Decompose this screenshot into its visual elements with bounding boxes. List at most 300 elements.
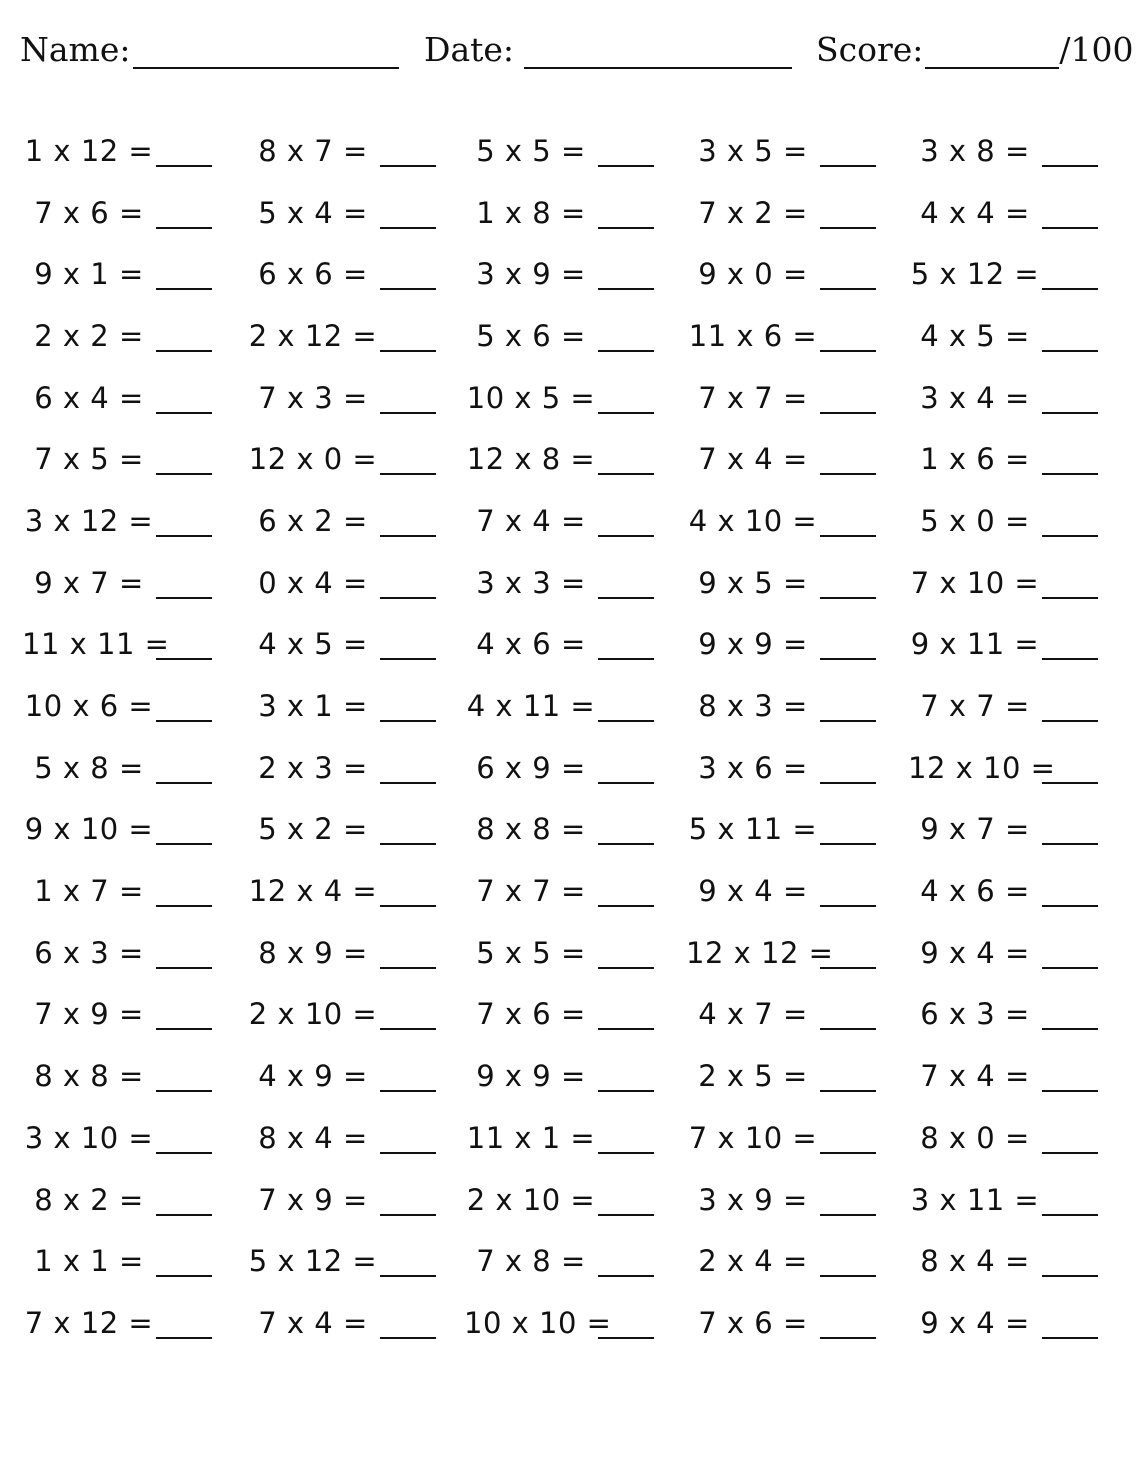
- answer-blank[interactable]: [156, 875, 212, 907]
- problem-equation: 7 x 9 =: [258, 1182, 368, 1217]
- answer-blank[interactable]: [156, 382, 212, 414]
- answer-blank[interactable]: [1042, 752, 1098, 784]
- answer-blank[interactable]: [380, 1184, 436, 1216]
- problem-item: [464, 922, 654, 984]
- answer-blank[interactable]: [380, 567, 436, 599]
- problem-item: [464, 428, 654, 490]
- answer-blank[interactable]: [156, 1184, 212, 1216]
- problem-item: [686, 490, 876, 552]
- problem-equation: 1 x 1 =: [34, 1244, 144, 1279]
- answer-blank[interactable]: [598, 998, 654, 1030]
- problem-equation: 2 x 10 =: [466, 1182, 596, 1217]
- answer-blank[interactable]: [820, 1245, 876, 1277]
- problem-item: [246, 614, 436, 676]
- answer-blank[interactable]: [820, 1184, 876, 1216]
- problem-item: [464, 305, 654, 367]
- score-label: Score:: [816, 30, 924, 69]
- problem-item: [908, 1292, 1098, 1354]
- answer-blank[interactable]: [380, 443, 436, 475]
- problem-item: [246, 428, 436, 490]
- answer-blank[interactable]: [156, 197, 212, 229]
- problem-equation: 9 x 7 =: [34, 565, 144, 600]
- answer-blank[interactable]: [598, 443, 654, 475]
- answer-blank[interactable]: [820, 937, 876, 969]
- answer-blank[interactable]: [380, 690, 436, 722]
- date-field: [424, 30, 792, 69]
- problem-item: [246, 737, 436, 799]
- problem-equation: 3 x 9 =: [698, 1182, 808, 1217]
- answer-blank[interactable]: [156, 813, 212, 845]
- answer-blank[interactable]: [156, 320, 212, 352]
- answer-blank[interactable]: [1042, 628, 1098, 660]
- problem-grid: [0, 120, 1140, 1360]
- problem-equation: 0 x 4 =: [258, 565, 368, 600]
- answer-blank[interactable]: [1042, 690, 1098, 722]
- answer-blank[interactable]: [156, 1122, 212, 1154]
- problem-equation: 8 x 8 =: [476, 812, 586, 847]
- problem-item: [908, 675, 1098, 737]
- answer-blank[interactable]: [820, 1060, 876, 1092]
- problem-equation: 7 x 6 =: [34, 195, 144, 230]
- problem-equation: 2 x 5 =: [698, 1059, 808, 1094]
- problem-item: [22, 305, 212, 367]
- problem-equation: 4 x 9 =: [258, 1059, 368, 1094]
- problem-equation: 5 x 12 =: [248, 1244, 378, 1279]
- answer-blank[interactable]: [380, 505, 436, 537]
- problem-item: [246, 860, 436, 922]
- problem-item: [22, 1169, 212, 1231]
- answer-blank[interactable]: [380, 1307, 436, 1339]
- problem-equation: 12 x 0 =: [248, 442, 378, 477]
- problem-equation: 5 x 5 =: [476, 133, 586, 168]
- problem-equation: 2 x 12 =: [248, 318, 378, 353]
- problem-item: [686, 614, 876, 676]
- answer-blank[interactable]: [598, 135, 654, 167]
- problem-item: [686, 367, 876, 429]
- problem-item: [908, 182, 1098, 244]
- problem-item: [22, 614, 212, 676]
- problem-item: [246, 490, 436, 552]
- answer-blank[interactable]: [380, 752, 436, 784]
- problem-item: [22, 1292, 212, 1354]
- problem-equation: 8 x 7 =: [258, 133, 368, 168]
- problem-equation: 8 x 4 =: [920, 1244, 1030, 1279]
- problem-equation: 4 x 5 =: [258, 627, 368, 662]
- problem-equation: 3 x 12 =: [24, 503, 154, 538]
- problem-equation: 8 x 0 =: [920, 1120, 1030, 1155]
- problem-item: [686, 305, 876, 367]
- problem-equation: 6 x 3 =: [920, 997, 1030, 1032]
- answer-blank[interactable]: [598, 258, 654, 290]
- answer-blank[interactable]: [156, 1060, 212, 1092]
- problem-item: [246, 1169, 436, 1231]
- answer-blank[interactable]: [380, 382, 436, 414]
- problem-item: [246, 552, 436, 614]
- answer-blank[interactable]: [820, 258, 876, 290]
- problem-equation: 7 x 7 =: [920, 689, 1030, 724]
- problem-equation: 6 x 6 =: [258, 257, 368, 292]
- problem-equation: 6 x 2 =: [258, 503, 368, 538]
- problem-item: [246, 1292, 436, 1354]
- answer-blank[interactable]: [820, 628, 876, 660]
- answer-blank[interactable]: [598, 1184, 654, 1216]
- problem-item: [464, 614, 654, 676]
- problem-item: [22, 367, 212, 429]
- problem-item: [22, 799, 212, 861]
- answer-blank[interactable]: [380, 197, 436, 229]
- problem-item: [246, 120, 436, 182]
- problem-equation: 5 x 4 =: [258, 195, 368, 230]
- date-input-line[interactable]: [524, 31, 792, 69]
- answer-blank[interactable]: [820, 382, 876, 414]
- problem-equation: 12 x 4 =: [248, 874, 378, 909]
- problem-item: [908, 860, 1098, 922]
- problem-equation: 7 x 4 =: [258, 1305, 368, 1340]
- problem-item: [464, 120, 654, 182]
- answer-blank[interactable]: [1042, 443, 1098, 475]
- problem-item: [686, 552, 876, 614]
- problem-column: [246, 120, 436, 1354]
- answer-blank[interactable]: [380, 135, 436, 167]
- problem-item: [908, 1169, 1098, 1231]
- problem-equation: 8 x 4 =: [258, 1120, 368, 1155]
- answer-blank[interactable]: [156, 937, 212, 969]
- problem-equation: 9 x 4 =: [698, 874, 808, 909]
- answer-blank[interactable]: [820, 813, 876, 845]
- answer-blank[interactable]: [820, 998, 876, 1030]
- answer-blank[interactable]: [820, 567, 876, 599]
- answer-blank[interactable]: [1042, 1184, 1098, 1216]
- problem-column: [22, 120, 212, 1354]
- answer-blank[interactable]: [380, 628, 436, 660]
- problem-item: [686, 799, 876, 861]
- answer-blank[interactable]: [598, 813, 654, 845]
- problem-equation: 8 x 2 =: [34, 1182, 144, 1217]
- problem-item: [464, 552, 654, 614]
- answer-blank[interactable]: [380, 998, 436, 1030]
- problem-item: [246, 1045, 436, 1107]
- problem-equation: 7 x 4 =: [698, 442, 808, 477]
- problem-item: [22, 1230, 212, 1292]
- problem-item: [22, 490, 212, 552]
- problem-equation: 7 x 5 =: [34, 442, 144, 477]
- problem-equation: 3 x 4 =: [920, 380, 1030, 415]
- problem-equation: 1 x 6 =: [920, 442, 1030, 477]
- problem-item: [686, 922, 876, 984]
- problem-item: [686, 1292, 876, 1354]
- problem-equation: 1 x 7 =: [34, 874, 144, 909]
- problem-item: [686, 1045, 876, 1107]
- problem-column: [464, 120, 654, 1354]
- answer-blank[interactable]: [380, 1122, 436, 1154]
- problem-equation: 10 x 10 =: [464, 1305, 612, 1340]
- problem-item: [464, 1107, 654, 1169]
- answer-blank[interactable]: [1042, 320, 1098, 352]
- problem-equation: 7 x 7 =: [476, 874, 586, 909]
- answer-blank[interactable]: [380, 813, 436, 845]
- problem-item: [246, 1107, 436, 1169]
- problem-item: [464, 182, 654, 244]
- answer-blank[interactable]: [820, 690, 876, 722]
- answer-blank[interactable]: [380, 1245, 436, 1277]
- problem-equation: 9 x 0 =: [698, 257, 808, 292]
- answer-blank[interactable]: [156, 628, 212, 660]
- problem-equation: 5 x 5 =: [476, 935, 586, 970]
- problem-item: [908, 922, 1098, 984]
- problem-item: [908, 120, 1098, 182]
- problem-item: [908, 1107, 1098, 1169]
- problem-item: [464, 737, 654, 799]
- problem-item: [908, 305, 1098, 367]
- problem-item: [22, 552, 212, 614]
- problem-item: [464, 1230, 654, 1292]
- problem-equation: 5 x 8 =: [34, 750, 144, 785]
- answer-blank[interactable]: [156, 135, 212, 167]
- problem-item: [22, 860, 212, 922]
- problem-equation: 6 x 4 =: [34, 380, 144, 415]
- problem-item: [246, 305, 436, 367]
- answer-blank[interactable]: [598, 690, 654, 722]
- problem-item: [908, 984, 1098, 1046]
- answer-blank[interactable]: [598, 752, 654, 784]
- problem-item: [908, 428, 1098, 490]
- problem-item: [908, 367, 1098, 429]
- problem-equation: 1 x 12 =: [24, 133, 154, 168]
- problem-equation: 9 x 1 =: [34, 257, 144, 292]
- problem-item: [22, 737, 212, 799]
- problem-item: [464, 1169, 654, 1231]
- problem-equation: 1 x 8 =: [476, 195, 586, 230]
- problem-equation: 3 x 5 =: [698, 133, 808, 168]
- answer-blank[interactable]: [598, 1060, 654, 1092]
- problem-equation: 9 x 4 =: [920, 935, 1030, 970]
- answer-blank[interactable]: [598, 875, 654, 907]
- problem-item: [464, 490, 654, 552]
- problem-item: [246, 367, 436, 429]
- answer-blank[interactable]: [820, 443, 876, 475]
- answer-blank[interactable]: [598, 1307, 654, 1339]
- score-total: /100: [1059, 30, 1134, 69]
- answer-blank[interactable]: [820, 135, 876, 167]
- answer-blank[interactable]: [1042, 382, 1098, 414]
- problem-equation: 5 x 11 =: [688, 812, 818, 847]
- problem-item: [246, 984, 436, 1046]
- problem-equation: 9 x 10 =: [24, 812, 154, 847]
- problem-equation: 9 x 11 =: [910, 627, 1040, 662]
- problem-item: [908, 243, 1098, 305]
- problem-item: [464, 860, 654, 922]
- problem-equation: 4 x 10 =: [688, 503, 818, 538]
- name-field: [20, 30, 399, 69]
- problem-item: [464, 1292, 654, 1354]
- problem-item: [686, 182, 876, 244]
- answer-blank[interactable]: [820, 752, 876, 784]
- answer-blank[interactable]: [820, 875, 876, 907]
- problem-equation: 9 x 5 =: [698, 565, 808, 600]
- answer-blank[interactable]: [1042, 937, 1098, 969]
- answer-blank[interactable]: [156, 258, 212, 290]
- answer-blank[interactable]: [1042, 258, 1098, 290]
- problem-equation: 5 x 12 =: [910, 257, 1040, 292]
- problem-item: [908, 1230, 1098, 1292]
- problem-item: [686, 737, 876, 799]
- problem-equation: 5 x 6 =: [476, 318, 586, 353]
- problem-item: [22, 1045, 212, 1107]
- problem-item: [22, 120, 212, 182]
- problem-equation: 11 x 6 =: [688, 318, 818, 353]
- problem-item: [464, 367, 654, 429]
- answer-blank[interactable]: [1042, 1060, 1098, 1092]
- answer-blank[interactable]: [598, 505, 654, 537]
- problem-equation: 4 x 11 =: [466, 689, 596, 724]
- problem-item: [464, 675, 654, 737]
- problem-equation: 4 x 4 =: [920, 195, 1030, 230]
- answer-blank[interactable]: [380, 1060, 436, 1092]
- problem-equation: 8 x 9 =: [258, 935, 368, 970]
- score-input-line[interactable]: [925, 31, 1059, 69]
- answer-blank[interactable]: [820, 505, 876, 537]
- problem-item: [908, 614, 1098, 676]
- answer-blank[interactable]: [156, 443, 212, 475]
- problem-item: [22, 243, 212, 305]
- problem-equation: 11 x 1 =: [466, 1120, 596, 1155]
- problem-item: [22, 1107, 212, 1169]
- answer-blank[interactable]: [156, 567, 212, 599]
- problem-equation: 3 x 10 =: [24, 1120, 154, 1155]
- answer-blank[interactable]: [598, 628, 654, 660]
- answer-blank[interactable]: [598, 1245, 654, 1277]
- answer-blank[interactable]: [380, 875, 436, 907]
- answer-blank[interactable]: [598, 567, 654, 599]
- problem-equation: 3 x 1 =: [258, 689, 368, 724]
- problem-equation: 2 x 4 =: [698, 1244, 808, 1279]
- problem-item: [246, 1230, 436, 1292]
- problem-item: [686, 984, 876, 1046]
- score-field: [816, 30, 1134, 69]
- answer-blank[interactable]: [1042, 505, 1098, 537]
- answer-blank[interactable]: [156, 1307, 212, 1339]
- problem-column: [686, 120, 876, 1354]
- problem-equation: 12 x 10 =: [908, 750, 1056, 785]
- problem-equation: 8 x 3 =: [698, 689, 808, 724]
- name-input-line[interactable]: [133, 31, 399, 69]
- problem-item: [686, 860, 876, 922]
- answer-blank[interactable]: [156, 1245, 212, 1277]
- problem-equation: 2 x 10 =: [248, 997, 378, 1032]
- problem-equation: 3 x 3 =: [476, 565, 586, 600]
- problem-equation: 5 x 2 =: [258, 812, 368, 847]
- problem-equation: 7 x 10 =: [688, 1120, 818, 1155]
- problem-item: [22, 182, 212, 244]
- problem-item: [686, 120, 876, 182]
- problem-equation: 12 x 12 =: [686, 935, 834, 970]
- problem-item: [464, 1045, 654, 1107]
- answer-blank[interactable]: [1042, 813, 1098, 845]
- problem-item: [22, 428, 212, 490]
- date-label: Date:: [424, 30, 515, 69]
- problem-equation: 9 x 4 =: [920, 1305, 1030, 1340]
- answer-blank[interactable]: [156, 505, 212, 537]
- answer-blank[interactable]: [156, 998, 212, 1030]
- answer-blank[interactable]: [380, 937, 436, 969]
- answer-blank[interactable]: [598, 937, 654, 969]
- problem-item: [908, 799, 1098, 861]
- problem-item: [686, 243, 876, 305]
- answer-blank[interactable]: [1042, 875, 1098, 907]
- problem-equation: 10 x 5 =: [466, 380, 596, 415]
- problem-equation: 7 x 4 =: [476, 503, 586, 538]
- problem-equation: 7 x 10 =: [910, 565, 1040, 600]
- problem-item: [686, 1230, 876, 1292]
- problem-item: [686, 675, 876, 737]
- problem-item: [686, 1107, 876, 1169]
- problem-equation: 2 x 3 =: [258, 750, 368, 785]
- answer-blank[interactable]: [1042, 1122, 1098, 1154]
- problem-item: [246, 243, 436, 305]
- answer-blank[interactable]: [598, 197, 654, 229]
- answer-blank[interactable]: [598, 1122, 654, 1154]
- problem-column: [908, 120, 1098, 1354]
- answer-blank[interactable]: [380, 320, 436, 352]
- problem-equation: 9 x 7 =: [920, 812, 1030, 847]
- problem-equation: 8 x 8 =: [34, 1059, 144, 1094]
- answer-blank[interactable]: [598, 382, 654, 414]
- answer-blank[interactable]: [820, 1122, 876, 1154]
- problem-item: [464, 799, 654, 861]
- problem-equation: 3 x 11 =: [910, 1182, 1040, 1217]
- answer-blank[interactable]: [1042, 197, 1098, 229]
- problem-equation: 7 x 6 =: [476, 997, 586, 1032]
- problem-item: [686, 428, 876, 490]
- answer-blank[interactable]: [1042, 1245, 1098, 1277]
- problem-equation: 4 x 7 =: [698, 997, 808, 1032]
- answer-blank[interactable]: [1042, 567, 1098, 599]
- problem-item: [464, 984, 654, 1046]
- problem-equation: 7 x 7 =: [698, 380, 808, 415]
- problem-equation: 12 x 8 =: [466, 442, 596, 477]
- problem-item: [464, 243, 654, 305]
- problem-equation: 7 x 9 =: [34, 997, 144, 1032]
- answer-blank[interactable]: [598, 320, 654, 352]
- problem-item: [246, 922, 436, 984]
- problem-equation: 2 x 2 =: [34, 318, 144, 353]
- answer-blank[interactable]: [820, 1307, 876, 1339]
- answer-blank[interactable]: [1042, 998, 1098, 1030]
- answer-blank[interactable]: [820, 320, 876, 352]
- problem-equation: 7 x 2 =: [698, 195, 808, 230]
- problem-equation: 3 x 8 =: [920, 133, 1030, 168]
- problem-equation: 3 x 6 =: [698, 750, 808, 785]
- problem-item: [908, 552, 1098, 614]
- problem-item: [908, 1045, 1098, 1107]
- answer-blank[interactable]: [1042, 135, 1098, 167]
- answer-blank[interactable]: [1042, 1307, 1098, 1339]
- problem-equation: 7 x 4 =: [920, 1059, 1030, 1094]
- problem-equation: 7 x 12 =: [24, 1305, 154, 1340]
- answer-blank[interactable]: [820, 197, 876, 229]
- problem-equation: 3 x 9 =: [476, 257, 586, 292]
- answer-blank[interactable]: [380, 258, 436, 290]
- problem-item: [908, 490, 1098, 552]
- answer-blank[interactable]: [156, 752, 212, 784]
- problem-item: [686, 1169, 876, 1231]
- answer-blank[interactable]: [156, 690, 212, 722]
- worksheet-header: [0, 0, 1140, 90]
- problem-item: [22, 984, 212, 1046]
- problem-equation: 11 x 11 =: [22, 627, 170, 662]
- problem-equation: 5 x 0 =: [920, 503, 1030, 538]
- problem-equation: 9 x 9 =: [698, 627, 808, 662]
